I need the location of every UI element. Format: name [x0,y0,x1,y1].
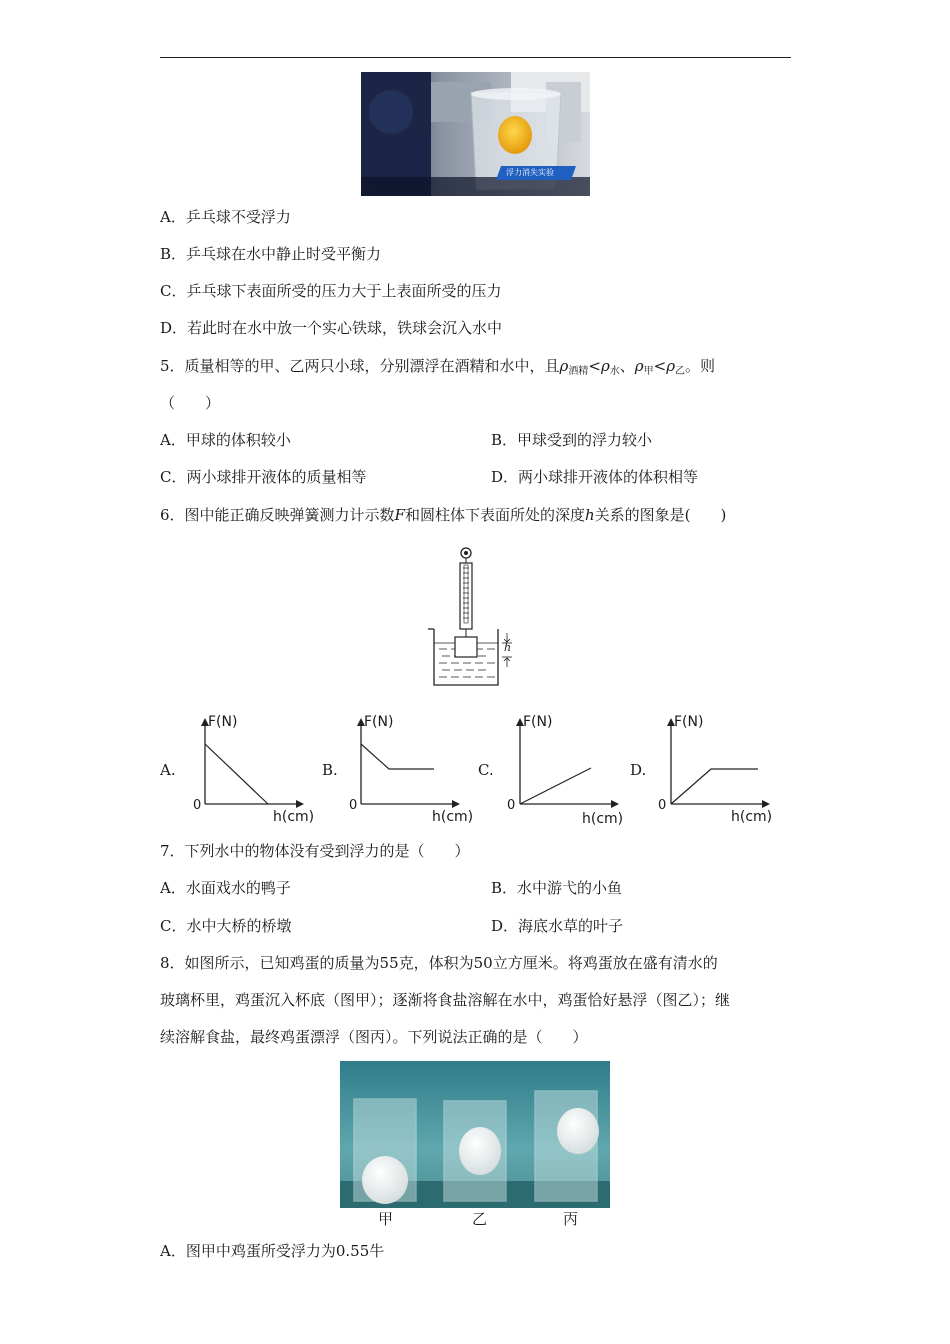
rho-symbol: ρ [559,357,569,375]
q8-stem-line1: 8．如图所示，已知鸡蛋的质量为55克，体积为50立方厘米。将鸡蛋放在盛有清水的 [160,954,718,972]
q5-stem-text: 5．质量相等的甲、乙两只小球，分别漂浮在酒精和水中，且 [160,357,560,375]
graph-b-label: B. [322,761,338,779]
egg-caption-jia: 甲 [378,1210,394,1228]
q4-option-a: A．乒乓球不受浮力 [160,208,291,226]
q6-symbol-F: F [394,506,405,524]
graph-c-x-label: h(cm) [582,811,624,827]
less-than: < [653,357,667,375]
egg-beakers-photo [340,1061,610,1208]
egg-caption-bing: 丙 [563,1210,579,1228]
header-rule [160,57,791,58]
q5-option-a: A．甲球的体积较小 [160,431,291,449]
q4-option-b: B．乒乓球在水中静止时受平衡力 [160,245,382,263]
graph-a-y-label: F(N) [208,714,238,730]
space-station-photo [361,72,590,196]
q6-stem-c: 关系的图象是( ) [594,506,727,524]
q5-option-d: D．两小球排开液体的体积相等 [491,468,699,486]
spring-scale-diagram [424,545,524,690]
graph-b [346,712,476,830]
rho-sub-yi: 乙 [675,366,686,377]
q4-option-c: C．乒乓球下表面所受的压力大于上表面所受的压力 [160,282,502,300]
q5-stem [160,355,715,377]
graph-d-origin: 0 [658,798,667,813]
rho-symbol: ρ [634,357,644,375]
q6-symbol-h: h [584,506,595,524]
rho-symbol: ρ [600,357,610,375]
graph-a-label: A. [160,761,176,779]
graph-c-y-label: F(N) [523,714,553,730]
graph-d-label: D. [630,761,647,779]
graph-b-origin: 0 [349,798,358,813]
less-than: < [588,357,601,375]
graph-c-label: C. [478,761,494,779]
graph-c-origin: 0 [507,798,516,813]
graph-d [656,712,786,830]
photo-caption-badge: 浮力消失实验 [506,168,554,177]
q8-stem-line2: 玻璃杯里，鸡蛋沉入杯底（图甲）；逐渐将食盐溶解在水中，鸡蛋恰好悬浮（图乙）；继 [160,991,731,1009]
graph-b-y-label: F(N) [364,714,394,730]
rho-symbol: ρ [666,357,676,375]
q5-paren: （ ） [160,394,221,412]
graph-d-x-label: h(cm) [731,809,773,825]
q6-stem [160,504,726,525]
q8-option-a: A．图甲中鸡蛋所受浮力为0.55牛 [160,1242,385,1260]
graph-a [190,712,320,830]
graph-b-x-label: h(cm) [432,809,474,825]
rho-sub-water: 水 [609,366,620,377]
q7-option-a: A．水面戏水的鸭子 [160,879,291,897]
graph-a-origin: 0 [193,798,202,813]
egg-caption-yi: 乙 [472,1210,488,1228]
graph-c [505,712,635,830]
q5-option-b: B．甲球受到的浮力较小 [491,431,653,449]
graph-a-x-label: h(cm) [273,809,315,825]
q8-stem-line3: 续溶解食盐，最终鸡蛋漂浮（图丙）。下列说法正确的是（ ） [160,1028,588,1046]
q6-stem-a: 6．图中能正确反映弹簧测力计示数 [160,506,395,524]
q4-option-d: D．若此时在水中放一个实心铁球，铁球会沉入水中 [160,319,503,337]
q7-option-b: B．水中游弋的小鱼 [491,879,623,897]
rho-sub-alcohol: 酒精 [568,366,589,377]
graph-d-y-label: F(N) [674,714,704,730]
q7-option-d: D．海底水草的叶子 [491,917,624,935]
q6-stem-b: 和圆柱体下表面所处的深度 [404,506,585,524]
depth-label: h [504,641,512,654]
q7-stem: 7．下列水中的物体没有受到浮力的是（ ） [160,842,470,860]
q7-option-c: C．水中大桥的桥墩 [160,917,292,935]
q5-stem-end: 。则 [685,357,716,375]
separator: 、 [619,357,635,375]
rho-sub-jia: 甲 [643,366,654,377]
q5-option-c: C．两小球排开液体的质量相等 [160,468,367,486]
